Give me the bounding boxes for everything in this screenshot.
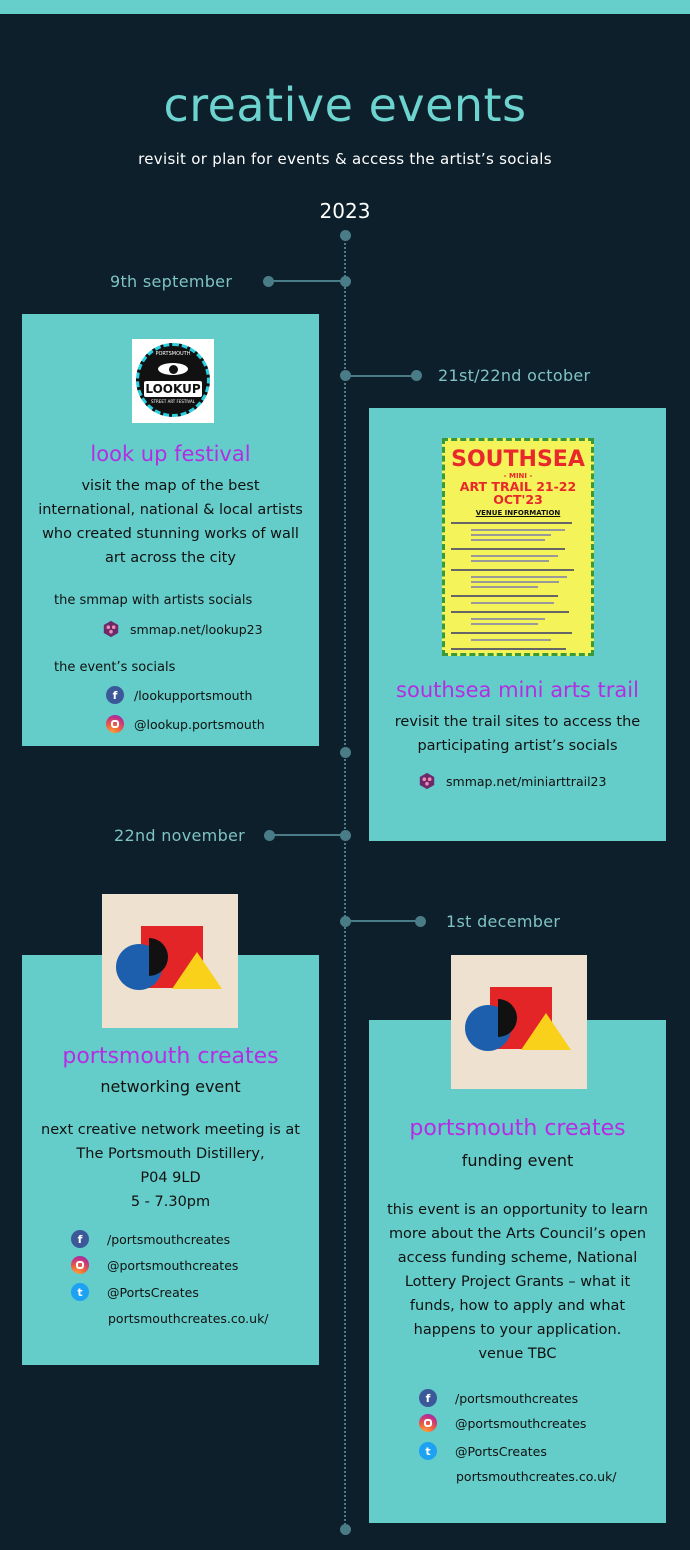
lookup-facebook-link[interactable] bbox=[106, 686, 252, 704]
pc-funding-desc-line: happens to your application. bbox=[413, 1322, 622, 1338]
southsea-desc-line: participating artist’s socials bbox=[417, 738, 618, 754]
lookup-logo-top: PORTSMOUTH bbox=[155, 351, 191, 357]
pc-funding-description bbox=[369, 1198, 666, 1366]
pc-funding-desc-line: Lottery Project Grants – what it bbox=[404, 1274, 631, 1290]
southsea-map-link-text[interactable]: smmap.net/miniarttrail23 bbox=[446, 773, 607, 789]
twitter-icon: t bbox=[419, 1442, 437, 1460]
lookup-instagram-link[interactable] bbox=[106, 715, 265, 733]
facebook-icon: f bbox=[106, 686, 124, 704]
smmap-icon bbox=[418, 772, 436, 790]
portsmouth-creates-logo bbox=[451, 955, 587, 1089]
event-card-lookup bbox=[22, 314, 319, 746]
timeline-dot bbox=[340, 230, 351, 241]
pc-networking-twitter-link[interactable] bbox=[71, 1283, 199, 1301]
poster-title: SOUTHSEA bbox=[451, 447, 585, 472]
lookup-socials-label: the event’s socials bbox=[54, 660, 176, 675]
lookup-map-label: the smmap with artists socials bbox=[54, 593, 253, 608]
pc-funding-facebook-link[interactable] bbox=[419, 1389, 578, 1407]
poster-fine-print bbox=[451, 522, 585, 656]
lookup-instagram-text[interactable]: @lookup.portsmouth bbox=[134, 716, 265, 732]
lookup-description bbox=[22, 474, 319, 570]
portsmouth-creates-logo bbox=[102, 894, 238, 1028]
pc-networking-instagram-text[interactable]: @portsmouthcreates bbox=[107, 1257, 239, 1273]
lookup-title: look up festival bbox=[90, 442, 251, 466]
southsea-desc-line: revisit the trail sites to access the bbox=[394, 714, 641, 730]
poster-subtitle: ART TRAIL 21-22 OCT'23 bbox=[459, 479, 577, 507]
twitter-icon: t bbox=[71, 1283, 89, 1301]
lookup-map-link-text[interactable]: smmap.net/lookup23 bbox=[130, 621, 263, 637]
lookup-desc-line: art across the city bbox=[105, 550, 236, 566]
lookup-facebook-text[interactable]: /lookupportsmouth bbox=[134, 687, 253, 703]
page-subtitle: revisit or plan for events & access the artist’s socials bbox=[138, 150, 552, 168]
date-label-sep: 9th september bbox=[110, 272, 233, 291]
pc-funding-desc-line: funds, how to apply and what bbox=[409, 1298, 626, 1314]
page-title: creative events bbox=[163, 78, 527, 132]
date-label-nov: 22nd november bbox=[114, 826, 246, 845]
southsea-title: southsea mini arts trail bbox=[396, 678, 639, 702]
lookup-map-link[interactable] bbox=[102, 620, 263, 638]
poster-mini: - MINI - bbox=[503, 472, 533, 480]
southsea-map-link[interactable] bbox=[418, 772, 606, 790]
pc-funding-twitter-link[interactable] bbox=[419, 1442, 547, 1460]
pc-networking-desc-line: P04 9LD bbox=[140, 1170, 201, 1186]
pc-networking-desc-line: next creative network meeting is at bbox=[41, 1122, 300, 1138]
date-label-dec: 1st december bbox=[446, 912, 561, 931]
pc-networking-website-link[interactable] bbox=[108, 1311, 269, 1326]
pc-funding-instagram-link[interactable] bbox=[419, 1414, 586, 1432]
lookup-logo bbox=[132, 339, 214, 423]
date-connector bbox=[344, 375, 416, 377]
pc-funding-website-text[interactable]: portsmouthcreates.co.uk/ bbox=[456, 1469, 617, 1484]
date-connector bbox=[344, 920, 420, 922]
eye-icon bbox=[156, 361, 190, 377]
pc-funding-facebook-text[interactable]: /portsmouthcreates bbox=[455, 1390, 579, 1406]
facebook-icon: f bbox=[419, 1389, 437, 1407]
pc-networking-website-text[interactable]: portsmouthcreates.co.uk/ bbox=[108, 1311, 269, 1326]
pc-funding-instagram-text[interactable]: @portsmouthcreates bbox=[455, 1415, 587, 1431]
lookup-desc-line: international, national & local artists bbox=[38, 502, 303, 518]
pc-funding-desc-line: venue TBC bbox=[478, 1346, 557, 1362]
pc-funding-website-link[interactable] bbox=[456, 1469, 617, 1484]
timeline-dot bbox=[340, 747, 351, 758]
lookup-logo-bottom: STREET ART FESTIVAL bbox=[151, 399, 195, 404]
pc-funding-subtitle: funding event bbox=[461, 1151, 574, 1170]
date-label-oct: 21st/22nd october bbox=[438, 366, 591, 385]
lookup-desc-line: visit the map of the best bbox=[81, 478, 260, 494]
poster-venue: VENUE INFORMATION bbox=[475, 509, 561, 517]
pc-funding-twitter-text[interactable]: @PortsCreates bbox=[455, 1443, 547, 1459]
pc-networking-desc-line: The Portsmouth Distillery, bbox=[76, 1146, 265, 1162]
timeline-dot bbox=[340, 1524, 351, 1535]
pc-funding-desc-line: this event is an opportunity to learn bbox=[387, 1202, 648, 1218]
pc-funding-desc-line: more about the Arts Council’s open bbox=[388, 1226, 647, 1242]
pc-networking-title: portsmouth creates bbox=[62, 1044, 279, 1069]
pc-networking-subtitle: networking event bbox=[100, 1077, 241, 1096]
instagram-icon bbox=[71, 1256, 89, 1274]
instagram-icon bbox=[106, 715, 124, 733]
lookup-logo-text: LOOKUP bbox=[145, 382, 201, 396]
pc-funding-title: portsmouth creates bbox=[409, 1116, 626, 1141]
pc-networking-instagram-link[interactable] bbox=[71, 1256, 238, 1274]
pc-networking-facebook-link[interactable] bbox=[71, 1230, 230, 1248]
top-bar bbox=[0, 0, 690, 14]
date-dot bbox=[411, 370, 422, 381]
year-label: 2023 bbox=[319, 199, 371, 223]
date-connector bbox=[269, 834, 344, 836]
smmap-icon bbox=[102, 620, 120, 638]
instagram-icon bbox=[419, 1414, 437, 1432]
timeline-line bbox=[344, 236, 346, 1532]
pc-networking-desc-line: 5 - 7.30pm bbox=[130, 1194, 211, 1210]
southsea-poster bbox=[442, 438, 594, 656]
date-dot bbox=[415, 916, 426, 927]
pc-networking-twitter-text[interactable]: @PortsCreates bbox=[107, 1284, 199, 1300]
date-connector bbox=[268, 280, 344, 282]
pc-networking-facebook-text[interactable]: /portsmouthcreates bbox=[107, 1231, 231, 1247]
facebook-icon: f bbox=[71, 1230, 89, 1248]
lookup-desc-line: who created stunning works of wall bbox=[42, 526, 299, 542]
southsea-description bbox=[369, 710, 666, 758]
pc-funding-desc-line: access funding scheme, National bbox=[397, 1250, 638, 1266]
event-card-southsea bbox=[369, 408, 666, 841]
pc-networking-description bbox=[22, 1118, 319, 1214]
